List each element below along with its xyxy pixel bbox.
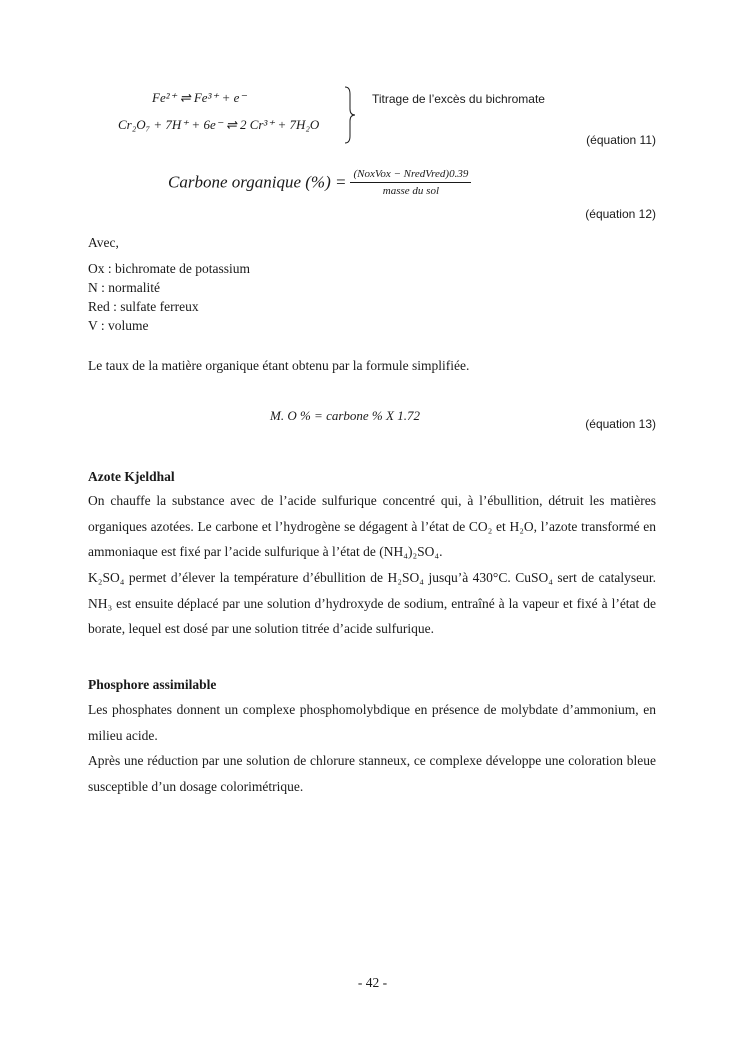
page-number: - 42 -	[357, 975, 388, 990]
equation-fe-redox: Fe²⁺ ⇌ Fe³⁺ + e⁻	[152, 90, 247, 105]
carbon-formula-numerator: (NoxVox − NredVred)0.39	[350, 168, 471, 183]
legend-item: Red : sulfate ferreux	[88, 299, 199, 314]
curly-brace-icon	[344, 86, 356, 144]
carbon-formula-fraction	[350, 168, 471, 197]
mo-formula: M. O % = carbone % X 1.72	[270, 408, 420, 423]
titration-label: Titrage de l’excès du bichromate	[372, 92, 545, 106]
legend-item: Ox : bichromate de potassium	[88, 261, 250, 276]
equation-number-13: (équation 13)	[585, 417, 656, 431]
mo-sentence: Le taux de la matière organique étant obtenu par la formule simplifiée.	[88, 358, 470, 373]
legend-item: N : normalité	[88, 280, 160, 295]
azote-paragraph-1: On chauffe la substance avec de l’acide sulfurique concentré qui, à l’ébullition, détruit les matières organiques azotées. Le carbone et l’hydrogène se dégagent à l’état de CO₂ et H₂O, l’azote transformé en ammoniaque est fixé par l’acide sulfurique à l’état de (NH₄)₂SO₄.	[88, 493, 656, 559]
phosphore-paragraph-1: Les phosphates donnent un complexe phosphomolybdique en présence de molybdate d’ammonium, en milieu acide.	[88, 702, 656, 743]
equation-number-12: (équation 12)	[585, 207, 656, 221]
legend-item: V : volume	[88, 318, 149, 333]
section-heading-phosphore: Phosphore assimilable	[88, 677, 217, 692]
legend-intro: Avec,	[88, 235, 119, 250]
azote-paragraph-2: K₂SO₄ permet d’élever la température d’ébullition de H₂SO₄ jusqu’à 430°C. CuSO₄ sert de catalyseur. NH₃ est ensuite déplacé par une solution d’hydroxyde de sodium, entraîné à la vapeur et fixé à l’état de borate, lequel est dosé par une solution titrée d’acide sulfurique.	[88, 570, 656, 636]
section-heading-azote: Azote Kjeldhal	[88, 469, 175, 484]
equation-cr-redox: Cr₂O₇ + 7H⁺ + 6e⁻ ⇌ 2 Cr³⁺ + 7H₂O	[118, 117, 320, 132]
legend-list	[88, 259, 250, 335]
carbon-formula-lhs: Carbone organique (%) =	[168, 172, 347, 192]
carbon-formula	[168, 168, 471, 197]
phosphore-paragraph-2: Après une réduction par une solution de chlorure stanneux, ce complexe développe une coloration bleue susceptible d’un dosage colorimétrique.	[88, 753, 656, 794]
equation-number-11: (équation 11)	[586, 133, 656, 147]
carbon-formula-denominator: masse du sol	[382, 185, 440, 197]
